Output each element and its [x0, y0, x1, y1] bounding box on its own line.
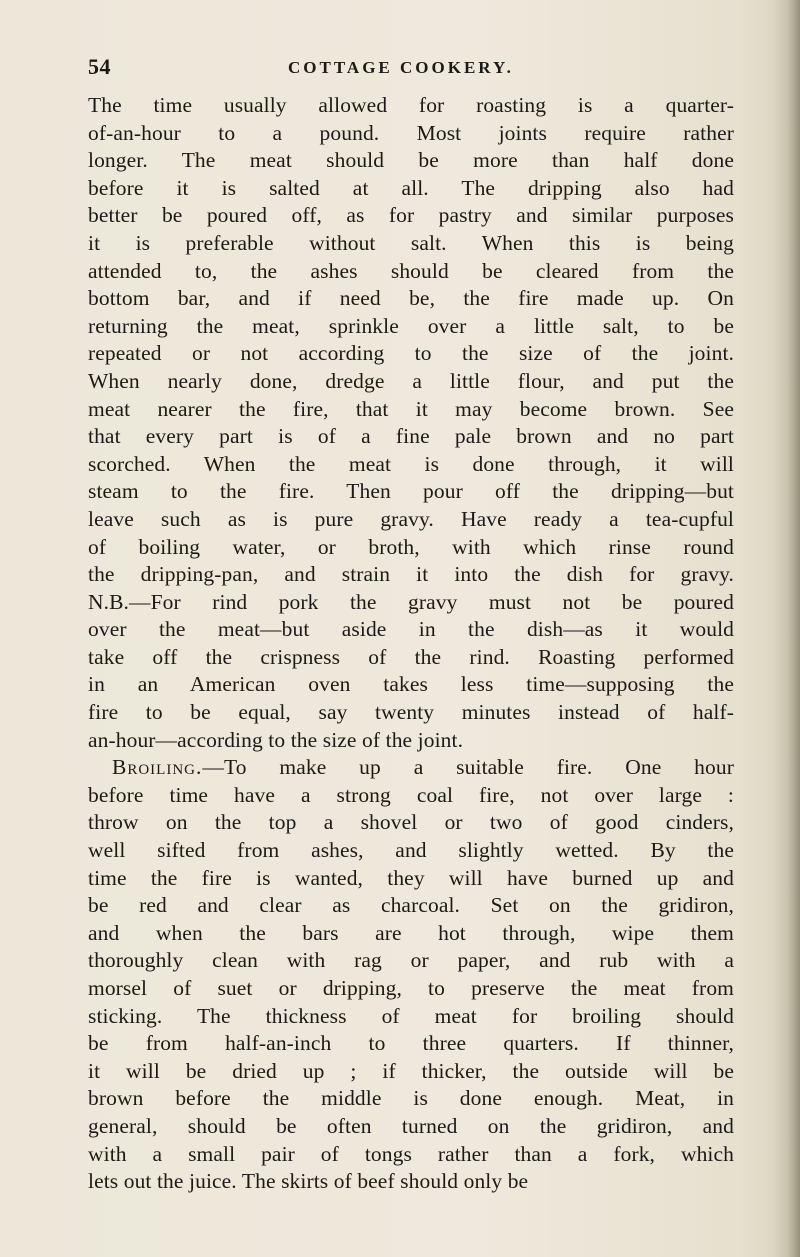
text-line: attended to, the ashes should be cleared from the: [88, 258, 734, 283]
running-head: [88, 54, 734, 82]
text-line: an-hour—according to the size of the joint.: [88, 727, 464, 752]
text-line: take off the crispness of the rind. Roasting performed: [88, 644, 734, 669]
text-line: time the fire is wanted, they will have burned up and: [88, 865, 734, 890]
text-line: well sifted from ashes, and slightly wetted. By the: [88, 838, 734, 863]
text-line: general, should be often turned on the gridiron, and: [88, 1113, 734, 1138]
text-line: in an American oven takes less time—supposing the: [88, 672, 734, 697]
body-text: [88, 92, 734, 1196]
text-line: that every part is of a fine pale brown and no part: [88, 424, 734, 449]
text-line: it will be dried up ; if thicker, the outside will be: [88, 1058, 734, 1083]
text-line: fire to be equal, say twenty minutes instead of half-: [88, 700, 734, 725]
page-number: 54: [88, 54, 111, 79]
text-line: and when the bars are hot through, wipe them: [88, 920, 734, 945]
text-line: before it is salted at all. The dripping also had: [88, 175, 734, 200]
text-line: better be poured off, as for pastry and similar purposes: [88, 203, 734, 228]
text-line: over the meat—but aside in the dish—as it would: [88, 617, 734, 642]
page-binding-shadow: [772, 0, 800, 1257]
text-line: lets out the juice. The skirts of beef should only be: [88, 1169, 529, 1194]
section-heading-broiling: Broiling.: [112, 755, 203, 780]
text-line: throw on the top a shovel or two of good cinders,: [88, 810, 734, 835]
book-title: COTTAGE COOKERY.: [288, 58, 514, 77]
text-line: morsel of suet or dripping, to preserve the meat from: [88, 976, 734, 1000]
paragraph-roasting: [88, 92, 734, 754]
text-line: returning the meat, sprinkle over a little salt, to be: [88, 313, 734, 338]
text-line: brown before the middle is done enough. Meat, in: [88, 1086, 734, 1111]
text-fragment: —To make up a suitable fire. One hour: [202, 755, 734, 780]
text-line: of-an-hour to a pound. Most joints require rather: [88, 120, 734, 145]
text-line: leave such as is pure gravy. Have ready a tea-cupful: [88, 506, 734, 531]
text-line: of boiling water, or broth, with which rinse round: [88, 534, 734, 559]
text-line: N.B.—For rind pork the gravy must not be poured: [88, 589, 734, 614]
text-line: The time usually allowed for roasting is a quarter-: [88, 93, 734, 117]
text-line: before time have a strong coal fire, not over large :: [88, 782, 734, 807]
text-line: with a small pair of tongs rather than a fork, which: [88, 1141, 734, 1166]
text-line: repeated or not according to the size of the joint.: [88, 341, 734, 366]
text-line: thoroughly clean with rag or paper, and rub with a: [88, 948, 734, 973]
text-line: meat nearer the fire, that it may become brown. See: [88, 396, 734, 421]
text-line: bottom bar, and if need be, the fire made up. On: [88, 286, 734, 311]
paragraph-broiling: [88, 754, 734, 1196]
text-line: longer. The meat should be more than half done: [88, 148, 734, 173]
text-line: When nearly done, dredge a little flour, and put the: [88, 368, 734, 393]
text-line: sticking. The thickness of meat for broiling should: [88, 1003, 734, 1028]
text-line: steam to the fire. Then pour off the dripping—but: [88, 479, 734, 504]
text-line: be from half-an-inch to three quarters. If thinner,: [88, 1031, 734, 1056]
text-line: scorched. When the meat is done through, it will: [88, 451, 734, 476]
text-line: it is preferable without salt. When this is being: [88, 230, 734, 255]
text-line: the dripping-pan, and strain it into the dish for gravy.: [88, 562, 734, 587]
text-line: be red and clear as charcoal. Set on the gridiron,: [88, 893, 734, 918]
text-line: [88, 754, 734, 782]
